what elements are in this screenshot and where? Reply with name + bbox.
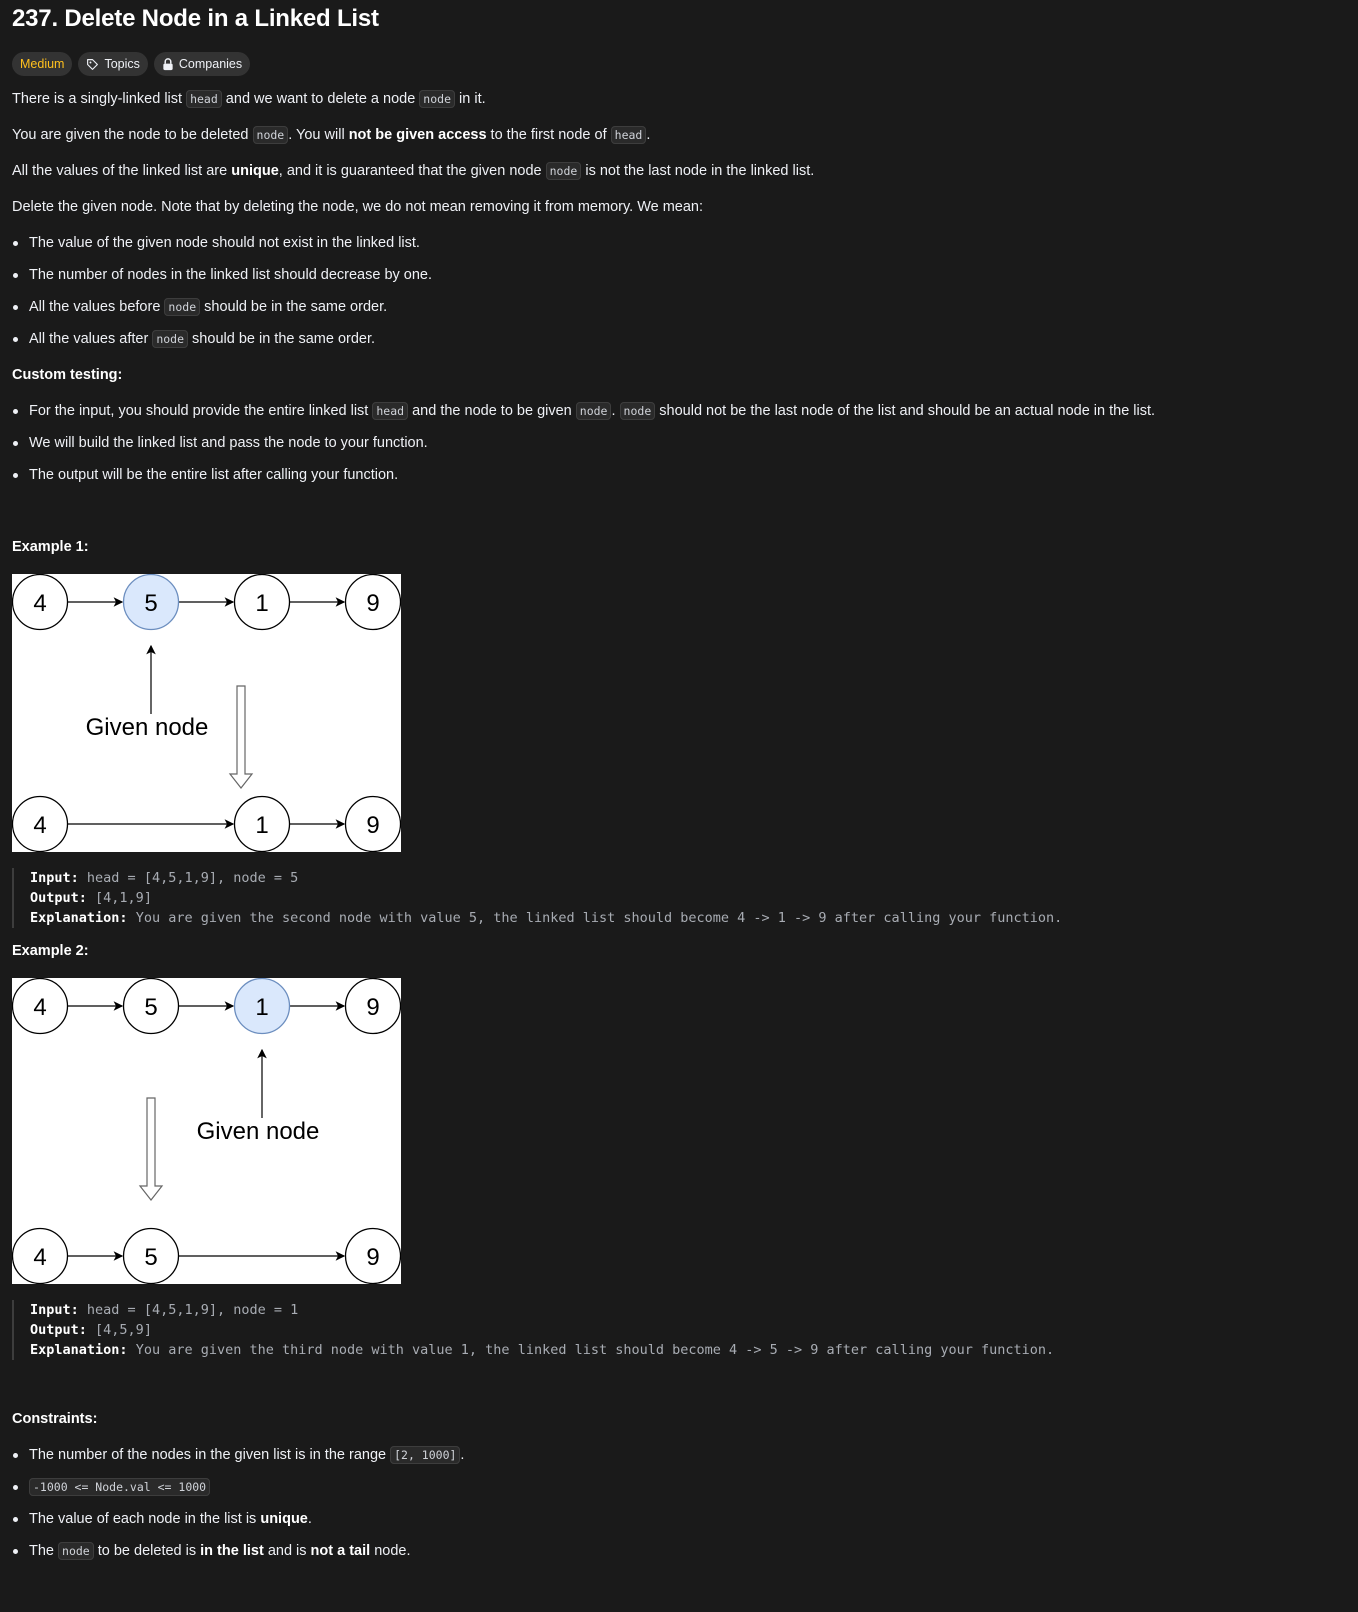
down-arrow-icon [140,1098,162,1200]
example-2-heading: Example 2: [12,943,89,959]
text: , and it is guaranteed that the given node [278,163,546,179]
topics-label: Topics [104,57,140,71]
text: should be in the same order. [188,331,376,347]
text: The value of each node in the list is [29,1511,261,1527]
text: The [29,1543,59,1559]
example-1-io [12,868,1062,928]
problem-title[interactable]: 237. Delete Node in a Linked List [12,5,379,32]
inline-code: -1000 <= Node.val <= 1000 [29,1478,210,1496]
text: . [460,1447,465,1463]
text: . [307,1511,312,1527]
text: The value of the given node should not exist in the linked list. [29,235,420,251]
list-item [12,1511,312,1527]
text: should not be the last node of the list and should be an actual node in the list. [655,403,1156,419]
bullet [13,1517,18,1522]
example-2-diagram [12,978,401,1284]
list-item [12,299,387,315]
list-item [12,267,432,283]
inline-code: node [546,162,582,180]
node-value: 9 [366,812,380,839]
text: The number of nodes in the linked list should decrease by one. [29,267,433,283]
value: You are given the second node with value 5, the linked list should become 4 -> 1 -> 9 after calling your function. [135,910,1063,926]
companies-button[interactable] [154,52,250,76]
text: All the values of the linked list are [12,163,232,179]
text: The number of the nodes in the given list is in the range [29,1447,391,1463]
node-value: 5 [144,1244,158,1271]
node-value: 9 [366,994,380,1021]
node-value: 1 [255,590,269,617]
inline-code: head [611,126,647,144]
text: and we want to delete a node [221,91,420,107]
node-value: 4 [33,1244,47,1271]
text: All the values after [29,331,153,347]
paragraph-3 [12,163,814,179]
bullet [13,1453,18,1458]
text: to be deleted is [93,1543,201,1559]
node-value: 9 [366,1244,380,1271]
down-arrow-icon [230,686,252,788]
node-value: 4 [33,590,47,617]
inline-code: head [186,90,222,108]
value: [4,5,9] [95,1322,152,1338]
bullet [13,1485,18,1490]
text: is not the last node in the linked list. [581,163,815,179]
lock-icon [162,58,174,71]
given-node-label: Given node [85,714,209,741]
node-value: 4 [33,994,47,1021]
text: For the input, you should provide the entire linked list [29,403,373,419]
paragraph-1 [12,91,486,107]
list-item [12,331,375,347]
text: We will build the linked list and pass the node to your function. [29,435,428,451]
value: You are given the third node with value 1, the linked list should become 4 -> 5 -> 9 after calling your function. [135,1342,1055,1358]
example-1-diagram [12,574,401,852]
bullet [13,441,18,446]
inline-code: node [576,402,612,420]
example-2-io [12,1300,1054,1360]
text: The output will be the entire list after calling your function. [29,467,399,483]
node-value: 1 [255,994,269,1021]
text: should be in the same order. [200,299,388,315]
bullet [13,305,18,310]
bold-text: in the list [200,1543,264,1559]
label: Explanation: [30,910,128,926]
list-item [12,435,428,451]
text: node. [370,1543,411,1559]
bullet [13,409,18,414]
value: head = [4,5,1,9], node = 5 [86,870,299,886]
inline-code: node [419,90,455,108]
inline-code: node [58,1542,94,1560]
node-value: 5 [144,994,158,1021]
label: Output: [30,890,87,906]
label: Input: [30,870,79,886]
bold-text: unique [260,1511,308,1527]
given-node-label: Given node [196,1118,320,1145]
bullet [13,337,18,342]
constraints-heading: Constraints: [12,1411,98,1427]
label: Output: [30,1322,87,1338]
list-item [12,235,420,251]
inline-code: node [152,330,188,348]
list-item [12,403,1155,419]
node-value: 5 [144,590,158,617]
text: and is [263,1543,311,1559]
list-item [12,1479,210,1495]
inline-code: node [253,126,289,144]
text: . [611,403,620,419]
text: and the node to be given [408,403,576,419]
bold-text: not a tail [310,1543,371,1559]
value: [4,1,9] [95,890,152,906]
difficulty-label: Medium [20,57,65,71]
custom-testing-heading: Custom testing: [12,367,123,383]
bold-text: unique [231,163,279,179]
companies-label: Companies [178,57,243,71]
difficulty-badge [12,52,72,76]
inline-code: node [164,298,200,316]
text: . [646,127,651,143]
example-1-heading: Example 1: [12,539,89,555]
text: There is a singly-linked list [12,91,187,107]
value: head = [4,5,1,9], node = 1 [86,1302,299,1318]
node-value: 4 [33,812,47,839]
inline-code: node [620,402,656,420]
paragraph-4: Delete the given node. Note that by deleting the node, we do not mean removing it from memory. We mean: [12,199,704,215]
list-item [12,1447,464,1463]
tag-icon [86,58,99,71]
bullet [13,473,18,478]
bullet [13,1549,18,1554]
inline-code: head [372,402,408,420]
text: You are given the node to be deleted [12,127,253,143]
label: Explanation: [30,1342,128,1358]
text: All the values before [29,299,165,315]
text: in it. [455,91,486,107]
paragraph-2 [12,127,650,143]
tag-row [12,52,250,76]
list-item [12,1543,411,1559]
list-item [12,467,398,483]
label: Input: [30,1302,79,1318]
bullet [13,241,18,246]
text: to the first node of [486,127,611,143]
node-value: 1 [255,812,269,839]
node-value: 9 [366,590,380,617]
inline-code: [2, 1000] [390,1446,460,1464]
topics-button[interactable] [78,52,147,76]
text: . You will [288,127,349,143]
bullet [13,273,18,278]
bold-text: not be given access [348,127,487,143]
